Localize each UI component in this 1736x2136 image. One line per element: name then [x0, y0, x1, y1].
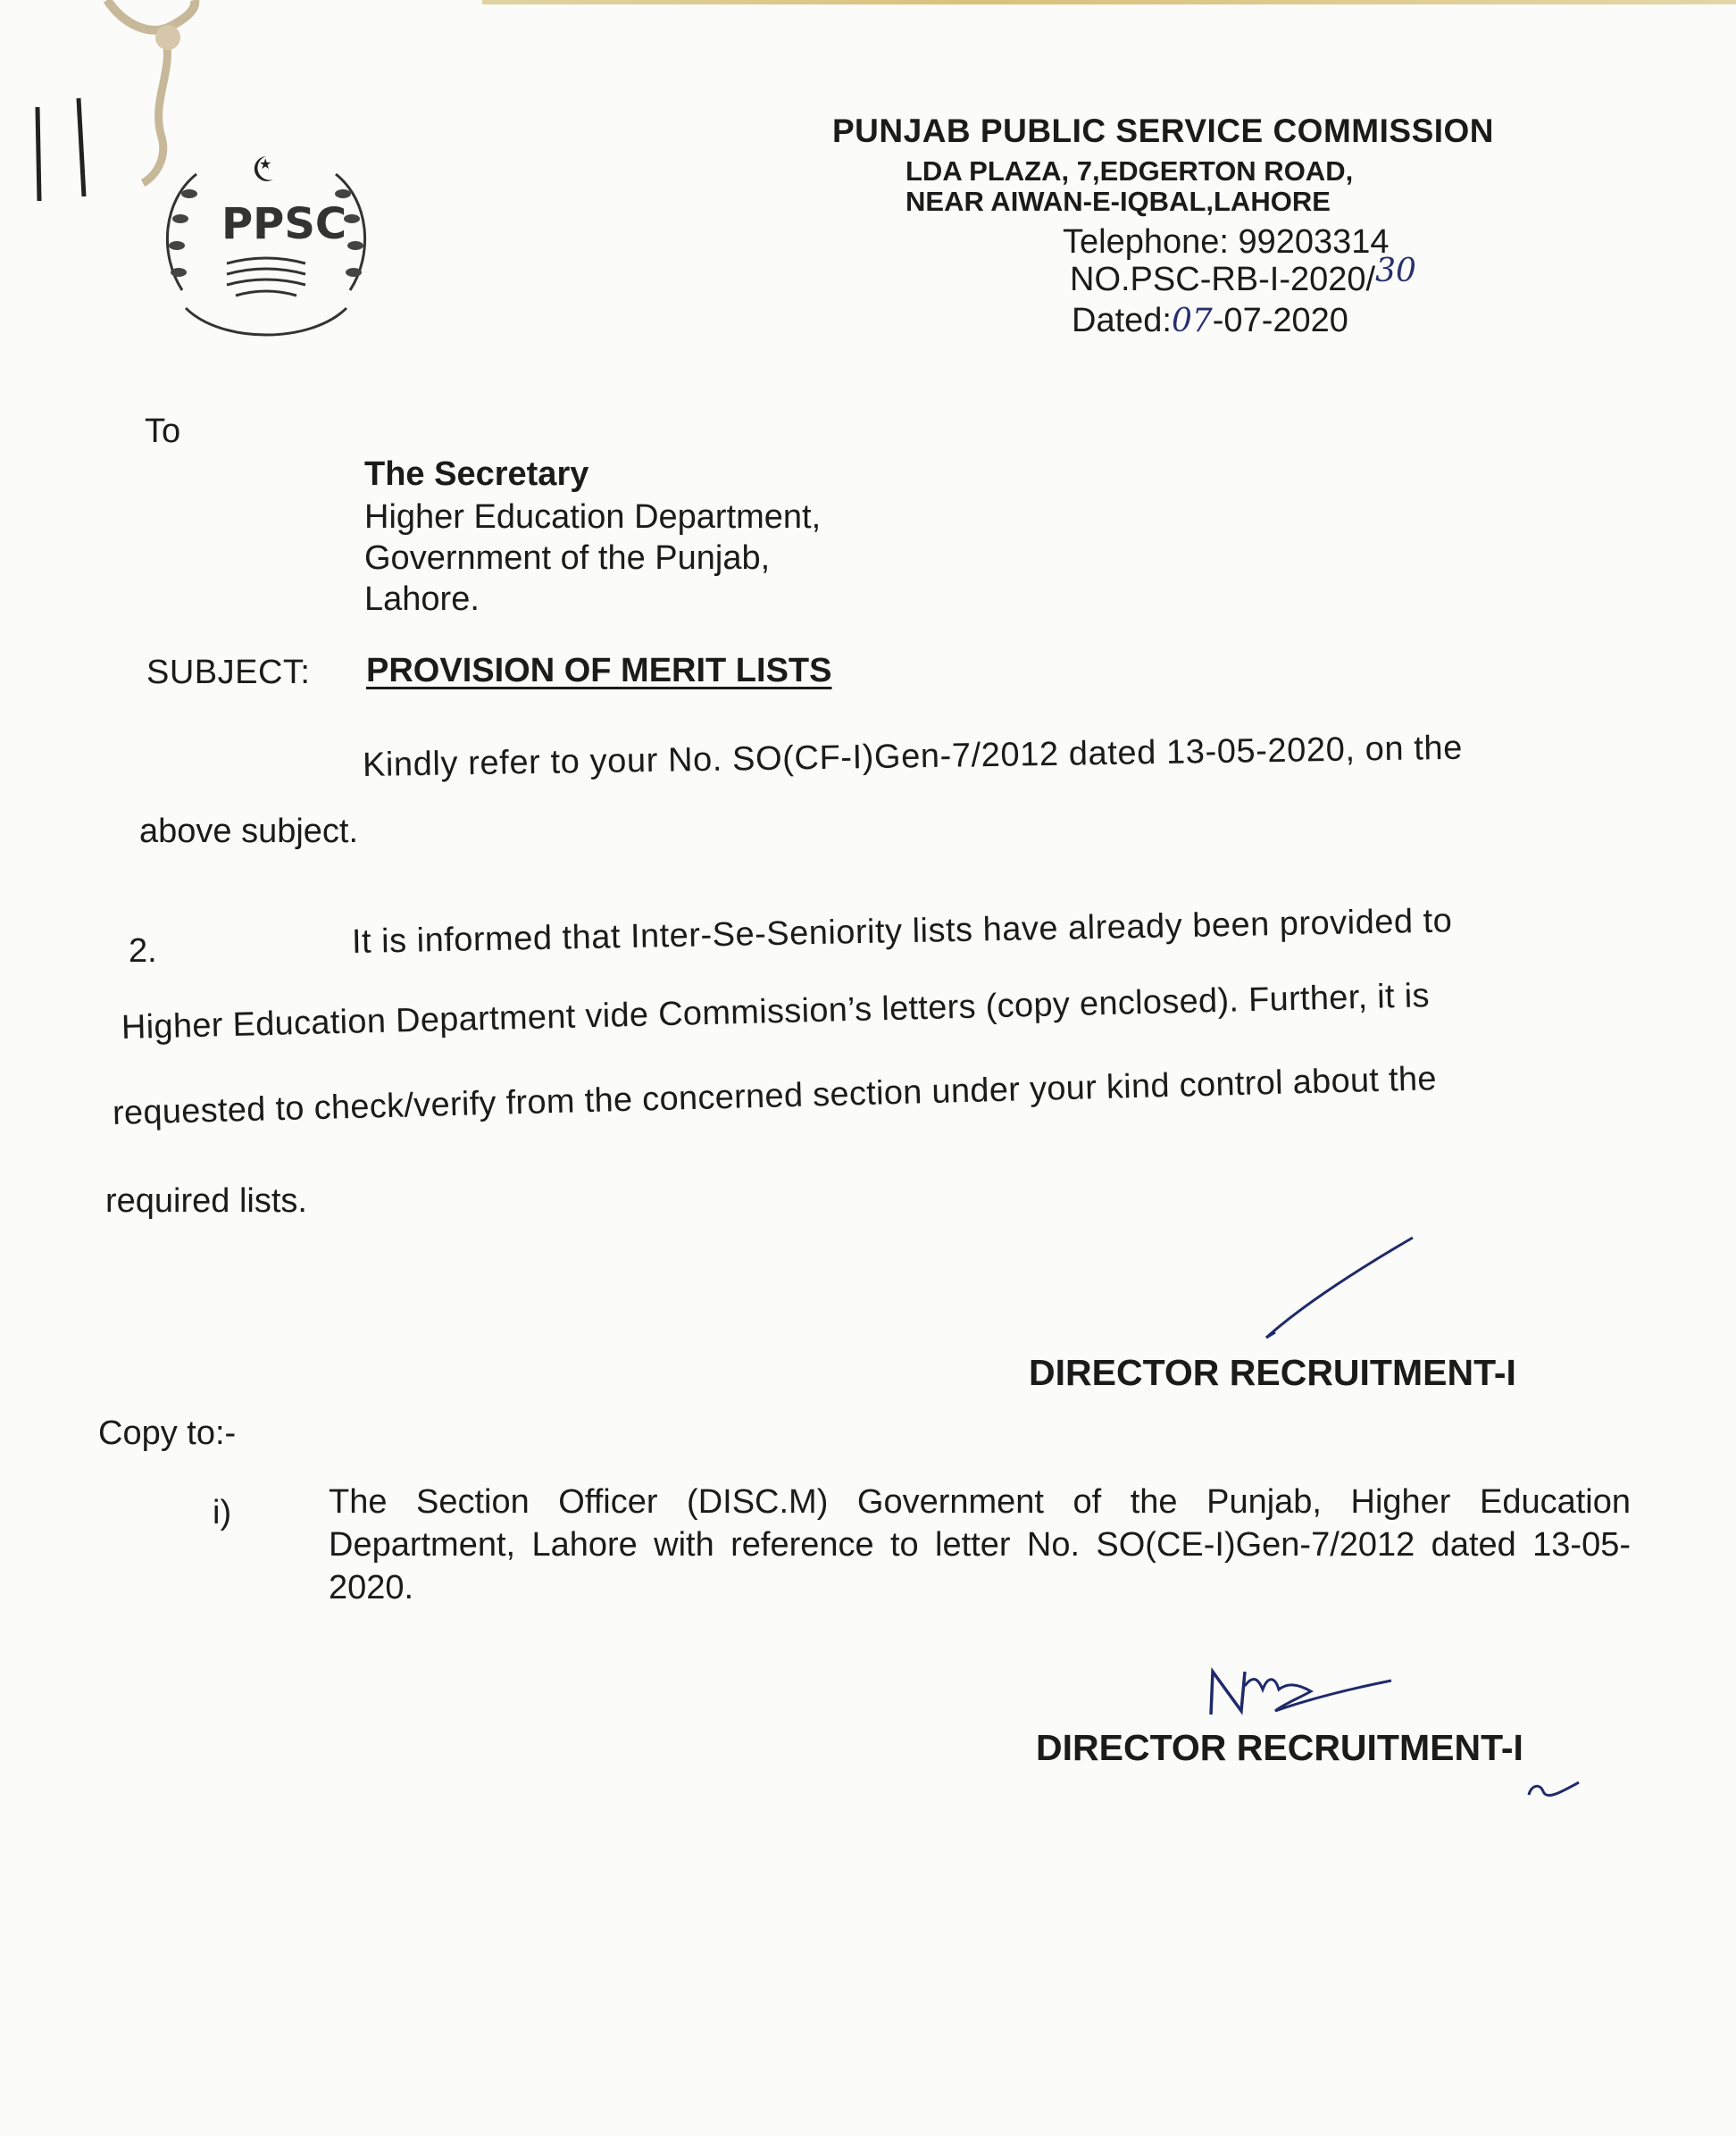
signature-stroke [1250, 1232, 1429, 1339]
para2-line2: Higher Education Department vide Commission’s letters (copy enclosed). Further, it is [121, 977, 1431, 1047]
copy-item-text: The Section Officer (DISC.M) Government of the Punjab, Higher Education Department, Lahore with reference to letter No. SO(CE-I)Gen-7/2012 dated 13-05-2020. [329, 1483, 1631, 1606]
signature-title: DIRECTOR RECRUITMENT-I [1029, 1352, 1516, 1393]
top-edge-stain [482, 0, 1736, 4]
reference-number [1070, 253, 1416, 299]
organization-name: PUNJAB PUBLIC SERVICE COMMISSION [832, 113, 1495, 149]
recipient-title [364, 454, 588, 495]
dated-label: Dated: [1072, 302, 1172, 339]
para2-number: 2. [129, 932, 157, 970]
logo-text: PPSC [221, 199, 347, 249]
recipient-line-1: Higher Education Department, [364, 498, 822, 536]
svg-text:★: ★ [259, 155, 272, 172]
para2-line3: requested to check/verify from the concerned section under your kind control about the [112, 1060, 1438, 1132]
handwritten-initials [1206, 1659, 1420, 1722]
para1-line1: Kindly refer to your No. SO(CF-I)Gen-7/2012 dated 13-05-2020, on the [362, 729, 1464, 784]
address-line-1: LDA PLAZA, 7,EDGERTON ROAD, [906, 155, 1354, 187]
reference-handwritten: 30 [1375, 253, 1416, 289]
subject-text: PROVISION OF MERIT LISTS [366, 652, 832, 689]
date-line [1072, 302, 1348, 340]
recipient-line-2: Government of the Punjab, [364, 539, 771, 577]
margin-pen-marks [27, 89, 98, 223]
reference-printed: NO.PSC-RB-I-2020/ [1070, 261, 1376, 298]
dated-printed: -07-2020 [1212, 302, 1348, 339]
telephone: Telephone: 99203314 [1063, 223, 1390, 261]
copy-item-number: i) [213, 1494, 232, 1531]
to-label: To [145, 413, 181, 450]
para2-line1: It is informed that Inter-Se-Seniority lists have already been provided to [351, 902, 1453, 961]
handwritten-mark [1525, 1775, 1588, 1802]
dated-handwritten: 07 [1171, 303, 1213, 339]
para2-line4: required lists. [105, 1182, 307, 1220]
recipient-title-text: The Secretary [364, 455, 589, 493]
copy-signature-title: DIRECTOR RECRUITMENT-I [1036, 1727, 1523, 1768]
para1-line2: above subject. [139, 813, 359, 850]
subject-label: SUBJECT: [146, 654, 311, 691]
recipient-line-3: Lahore. [364, 580, 480, 618]
copy-to-label: Copy to:- [98, 1414, 237, 1452]
address-line-2: NEAR AIWAN-E-IQBAL,LAHORE [906, 186, 1331, 217]
ppsc-emblem-icon [150, 138, 382, 353]
